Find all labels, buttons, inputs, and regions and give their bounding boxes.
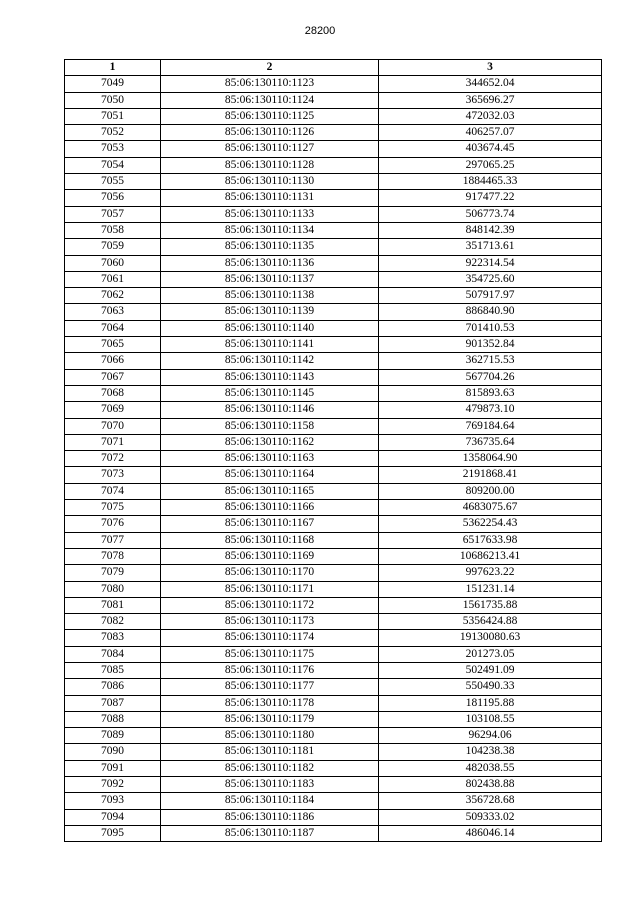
row-number-cell: 7052: [65, 125, 161, 141]
cadastral-number-cell: 85:06:130110:1178: [161, 695, 379, 711]
row-number-cell: 7071: [65, 434, 161, 450]
row-number-cell: 7050: [65, 92, 161, 108]
cadastral-number-cell: 85:06:130110:1123: [161, 76, 379, 92]
value-cell: 5362254.43: [379, 516, 602, 532]
cadastral-number-cell: 85:06:130110:1171: [161, 581, 379, 597]
table-row: [65, 418, 602, 434]
cadastral-number-cell: 85:06:130110:1126: [161, 125, 379, 141]
table-row: [65, 304, 602, 320]
cadastral-number-cell: 85:06:130110:1131: [161, 190, 379, 206]
table-row: [65, 239, 602, 255]
cadastral-number-cell: 85:06:130110:1182: [161, 760, 379, 776]
row-number-cell: 7070: [65, 418, 161, 434]
row-number-cell: 7092: [65, 777, 161, 793]
row-number-cell: 7069: [65, 402, 161, 418]
cadastral-number-cell: 85:06:130110:1158: [161, 418, 379, 434]
cadastral-number-cell: 85:06:130110:1179: [161, 711, 379, 727]
cadastral-number-cell: 85:06:130110:1170: [161, 565, 379, 581]
table-row: [65, 793, 602, 809]
row-number-cell: 7081: [65, 597, 161, 613]
value-cell: 848142.39: [379, 222, 602, 238]
row-number-cell: 7065: [65, 337, 161, 353]
table-row: [65, 190, 602, 206]
row-number-cell: 7062: [65, 288, 161, 304]
table-row: [65, 467, 602, 483]
row-number-cell: 7063: [65, 304, 161, 320]
table-row: [65, 76, 602, 92]
value-cell: 6517633.98: [379, 532, 602, 548]
value-cell: 701410.53: [379, 320, 602, 336]
table-row: [65, 255, 602, 271]
data-table: [64, 59, 602, 842]
row-number-cell: 7087: [65, 695, 161, 711]
page-number: 28200: [304, 25, 336, 37]
value-cell: 4683075.67: [379, 500, 602, 516]
row-number-cell: 7058: [65, 222, 161, 238]
value-cell: 362715.53: [379, 353, 602, 369]
value-cell: 482038.55: [379, 760, 602, 776]
table-row: [65, 809, 602, 825]
value-cell: 567704.26: [379, 369, 602, 385]
value-cell: 10686213.41: [379, 548, 602, 564]
cadastral-number-cell: 85:06:130110:1128: [161, 157, 379, 173]
table-row: [65, 532, 602, 548]
table-row: [65, 434, 602, 450]
table-row: [65, 679, 602, 695]
row-number-cell: 7080: [65, 581, 161, 597]
table-row: [65, 711, 602, 727]
table-row: [65, 353, 602, 369]
table-row: [65, 271, 602, 287]
table-row: [65, 206, 602, 222]
table-body: [65, 76, 602, 842]
row-number-cell: 7094: [65, 809, 161, 825]
value-cell: 356728.68: [379, 793, 602, 809]
value-cell: 736735.64: [379, 434, 602, 450]
table-row: [65, 320, 602, 336]
value-cell: 922314.54: [379, 255, 602, 271]
row-number-cell: 7064: [65, 320, 161, 336]
value-cell: 769184.64: [379, 418, 602, 434]
row-number-cell: 7067: [65, 369, 161, 385]
table-header-row: [65, 60, 602, 76]
table-row: [65, 581, 602, 597]
row-number-cell: 7059: [65, 239, 161, 255]
value-cell: 5356424.88: [379, 614, 602, 630]
row-number-cell: 7076: [65, 516, 161, 532]
cadastral-number-cell: 85:06:130110:1187: [161, 825, 379, 841]
row-number-cell: 7074: [65, 483, 161, 499]
table-row: [65, 222, 602, 238]
cadastral-number-cell: 85:06:130110:1142: [161, 353, 379, 369]
cadastral-number-cell: 85:06:130110:1167: [161, 516, 379, 532]
cadastral-number-cell: 85:06:130110:1135: [161, 239, 379, 255]
value-cell: 1884465.33: [379, 174, 602, 190]
value-cell: 297065.25: [379, 157, 602, 173]
row-number-cell: 7093: [65, 793, 161, 809]
table-row: [65, 695, 602, 711]
cadastral-number-cell: 85:06:130110:1125: [161, 108, 379, 124]
value-cell: 344652.04: [379, 76, 602, 92]
value-cell: 507917.97: [379, 288, 602, 304]
cadastral-number-cell: 85:06:130110:1140: [161, 320, 379, 336]
row-number-cell: 7075: [65, 500, 161, 516]
value-cell: 550490.33: [379, 679, 602, 695]
table-row: [65, 597, 602, 613]
value-cell: 1358064.90: [379, 451, 602, 467]
value-cell: 802438.88: [379, 777, 602, 793]
row-number-cell: 7053: [65, 141, 161, 157]
value-cell: 472032.03: [379, 108, 602, 124]
cadastral-number-cell: 85:06:130110:1138: [161, 288, 379, 304]
cadastral-number-cell: 85:06:130110:1130: [161, 174, 379, 190]
table-row: [65, 108, 602, 124]
table-row: [65, 483, 602, 499]
cadastral-number-cell: 85:06:130110:1168: [161, 532, 379, 548]
row-number-cell: 7079: [65, 565, 161, 581]
row-number-cell: 7055: [65, 174, 161, 190]
value-cell: 151231.14: [379, 581, 602, 597]
value-cell: 809200.00: [379, 483, 602, 499]
row-number-cell: 7057: [65, 206, 161, 222]
table-row: [65, 157, 602, 173]
table-row: [65, 500, 602, 516]
cadastral-number-cell: 85:06:130110:1166: [161, 500, 379, 516]
row-number-cell: 7049: [65, 76, 161, 92]
table-row: [65, 451, 602, 467]
value-cell: 502491.09: [379, 662, 602, 678]
cadastral-number-cell: 85:06:130110:1133: [161, 206, 379, 222]
row-number-cell: 7054: [65, 157, 161, 173]
value-cell: 479873.10: [379, 402, 602, 418]
row-number-cell: 7095: [65, 825, 161, 841]
cadastral-number-cell: 85:06:130110:1177: [161, 679, 379, 695]
row-number-cell: 7078: [65, 548, 161, 564]
row-number-cell: 7073: [65, 467, 161, 483]
row-number-cell: 7061: [65, 271, 161, 287]
cadastral-number-cell: 85:06:130110:1134: [161, 222, 379, 238]
value-cell: 181195.88: [379, 695, 602, 711]
cadastral-number-cell: 85:06:130110:1141: [161, 337, 379, 353]
value-cell: 103108.55: [379, 711, 602, 727]
table-row: [65, 646, 602, 662]
value-cell: 96294.06: [379, 728, 602, 744]
value-cell: 886840.90: [379, 304, 602, 320]
row-number-cell: 7089: [65, 728, 161, 744]
cadastral-number-cell: 85:06:130110:1127: [161, 141, 379, 157]
value-cell: 901352.84: [379, 337, 602, 353]
table-row: [65, 630, 602, 646]
cadastral-number-cell: 85:06:130110:1146: [161, 402, 379, 418]
table-row: [65, 141, 602, 157]
row-number-cell: 7051: [65, 108, 161, 124]
table-row: [65, 614, 602, 630]
row-number-cell: 7088: [65, 711, 161, 727]
value-cell: 815893.63: [379, 385, 602, 401]
table-row: [65, 516, 602, 532]
cadastral-number-cell: 85:06:130110:1186: [161, 809, 379, 825]
value-cell: 403674.45: [379, 141, 602, 157]
value-cell: 104238.38: [379, 744, 602, 760]
table-row: [65, 777, 602, 793]
column-header-3: 3: [379, 60, 602, 76]
table-row: [65, 565, 602, 581]
value-cell: 365696.27: [379, 92, 602, 108]
cadastral-number-cell: 85:06:130110:1145: [161, 385, 379, 401]
table-row: [65, 92, 602, 108]
value-cell: 19130080.63: [379, 630, 602, 646]
value-cell: 2191868.41: [379, 467, 602, 483]
value-cell: 506773.74: [379, 206, 602, 222]
row-number-cell: 7084: [65, 646, 161, 662]
value-cell: 917477.22: [379, 190, 602, 206]
table-row: [65, 402, 602, 418]
value-cell: 509333.02: [379, 809, 602, 825]
column-header-1: 1: [65, 60, 161, 76]
cadastral-number-cell: 85:06:130110:1137: [161, 271, 379, 287]
value-cell: 486046.14: [379, 825, 602, 841]
cadastral-number-cell: 85:06:130110:1183: [161, 777, 379, 793]
cadastral-number-cell: 85:06:130110:1136: [161, 255, 379, 271]
row-number-cell: 7068: [65, 385, 161, 401]
cadastral-number-cell: 85:06:130110:1180: [161, 728, 379, 744]
cadastral-number-cell: 85:06:130110:1181: [161, 744, 379, 760]
value-cell: 201273.05: [379, 646, 602, 662]
row-number-cell: 7060: [65, 255, 161, 271]
table-row: [65, 548, 602, 564]
row-number-cell: 7091: [65, 760, 161, 776]
column-header-2: 2: [161, 60, 379, 76]
cadastral-number-cell: 85:06:130110:1164: [161, 467, 379, 483]
row-number-cell: 7090: [65, 744, 161, 760]
row-number-cell: 7085: [65, 662, 161, 678]
value-cell: 997623.22: [379, 565, 602, 581]
cadastral-number-cell: 85:06:130110:1163: [161, 451, 379, 467]
value-cell: 354725.60: [379, 271, 602, 287]
cadastral-number-cell: 85:06:130110:1172: [161, 597, 379, 613]
table-row: [65, 174, 602, 190]
cadastral-number-cell: 85:06:130110:1175: [161, 646, 379, 662]
cadastral-number-cell: 85:06:130110:1184: [161, 793, 379, 809]
table-row: [65, 385, 602, 401]
table-row: [65, 369, 602, 385]
cadastral-number-cell: 85:06:130110:1124: [161, 92, 379, 108]
table-row: [65, 825, 602, 841]
cadastral-number-cell: 85:06:130110:1162: [161, 434, 379, 450]
row-number-cell: 7066: [65, 353, 161, 369]
cadastral-number-cell: 85:06:130110:1174: [161, 630, 379, 646]
cadastral-number-cell: 85:06:130110:1165: [161, 483, 379, 499]
table-row: [65, 288, 602, 304]
table-row: [65, 662, 602, 678]
table-row: [65, 728, 602, 744]
cadastral-number-cell: 85:06:130110:1173: [161, 614, 379, 630]
table-row: [65, 744, 602, 760]
cadastral-number-cell: 85:06:130110:1139: [161, 304, 379, 320]
table-row: [65, 337, 602, 353]
cadastral-number-cell: 85:06:130110:1143: [161, 369, 379, 385]
row-number-cell: 7083: [65, 630, 161, 646]
row-number-cell: 7077: [65, 532, 161, 548]
value-cell: 406257.07: [379, 125, 602, 141]
cadastral-number-cell: 85:06:130110:1169: [161, 548, 379, 564]
cadastral-number-cell: 85:06:130110:1176: [161, 662, 379, 678]
value-cell: 1561735.88: [379, 597, 602, 613]
row-number-cell: 7072: [65, 451, 161, 467]
row-number-cell: 7056: [65, 190, 161, 206]
value-cell: 351713.61: [379, 239, 602, 255]
table-row: [65, 125, 602, 141]
row-number-cell: 7082: [65, 614, 161, 630]
row-number-cell: 7086: [65, 679, 161, 695]
table-row: [65, 760, 602, 776]
